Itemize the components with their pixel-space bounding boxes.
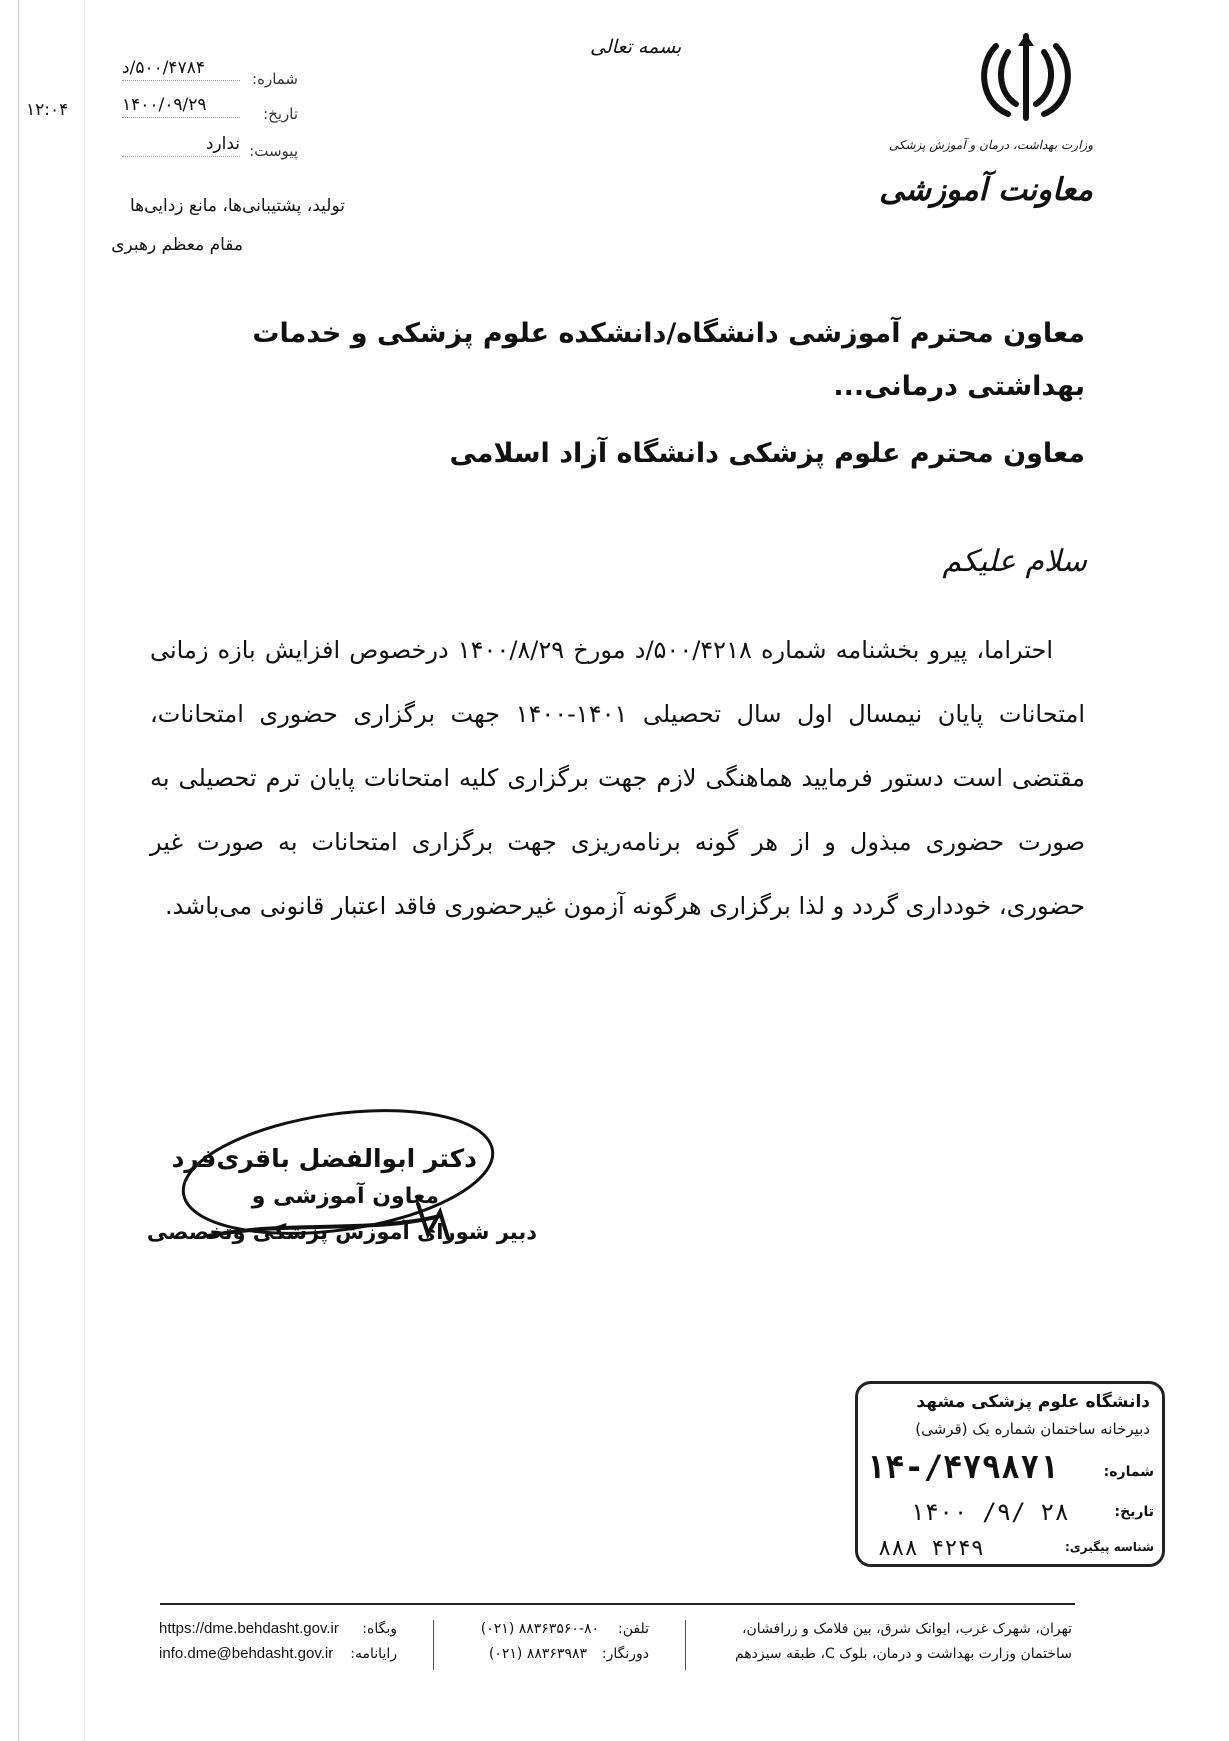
signatory-title: دبیر شورای آموزش پزشکی وتخصصی — [146, 1220, 537, 1244]
footer-separator — [433, 1620, 434, 1670]
stamp-university: دانشگاه علوم پزشکی مشهد — [916, 1392, 1150, 1412]
attachment-label: پیوست: — [249, 142, 298, 160]
bismillah: بسمه تعالی — [590, 36, 682, 58]
footer-separator — [685, 1620, 686, 1670]
signatory-name: دکتر ابوالفضل باقری‌فرد — [171, 1144, 477, 1173]
stamp-number: ۱۴-/۴۷۹۸۷۱ — [866, 1448, 1059, 1486]
scan-edge — [18, 0, 19, 1741]
slogan: تولید، پشتیبانی‌ها، مانع زدایی‌ها — [129, 196, 345, 216]
letter-date: ۱۴۰۰/۰۹/۲۹ — [122, 95, 240, 118]
stamp-number-label: شماره: — [1103, 1464, 1154, 1480]
signatory-role: معاون آموزشی و — [251, 1184, 439, 1209]
stamp-office: دبیرخانه ساختمان شماره یک (قرشی) — [915, 1420, 1150, 1438]
phone-label: تلفن: — [618, 1621, 649, 1637]
ministry-name: وزارت بهداشت، درمان و آموزش پزشکی — [888, 138, 1093, 152]
attachment-value: ندارد — [122, 134, 240, 157]
slogan-source: مقام معظم رهبری — [111, 235, 243, 255]
stamp-date: ۱۴۰۰ /۹/ ۲۸ — [910, 1498, 1069, 1526]
office-name: معاونت آموزشی — [879, 172, 1093, 208]
letter-number: ۵۰۰/۴۷۸۴/د — [122, 58, 240, 81]
addressee-1: معاون محترم آموزشی دانشگاه/دانشکده علوم پزشکی و خدمات بهداشتی درمانی... — [252, 318, 1085, 402]
website-label: وبگاه: — [362, 1621, 397, 1637]
email-link[interactable]: info.dme@behdasht.gov.ir — [159, 1645, 334, 1662]
scan-edge-inner — [84, 0, 85, 1741]
email-label: رایانامه: — [350, 1646, 397, 1662]
footer-divider — [160, 1603, 1075, 1605]
date-label: تاریخ: — [263, 105, 298, 123]
greeting: سلام علیکم — [942, 544, 1087, 579]
footer-address-1: تهران، شهرک غرب، ایوانک شرق، بین فلامک و زرافشان، — [742, 1621, 1072, 1637]
fax-label: دورنگار: — [601, 1646, 649, 1662]
addressee-2: معاون محترم علوم پزشکی دانشگاه آزاد اسلامی — [449, 438, 1085, 469]
stamp-date-label: تاریخ: — [1114, 1504, 1154, 1520]
letter-body: احتراما، پیرو بخشنامه شماره ۵۰۰/۴۲۱۸/د مورخ ۱۴۰۰/۸/۲۹ درخصوص افزایش بازه زمانی امتحانات پایان نیمسال اول سال تحصیلی ۱۴۰۱-۱۴۰۰ جهت برگزاری حضوری امتحانات، مقتضی است دستور فرمایید هماهنگی لازم جهت برگزاری کلیه امتحانات پایان ترم تحصیلی به صورت حضوری مبذول و از هر گونه برنامه‌ریزی جهت برگزاری امتحانات به صورت غیر حضوری، خودداری گردد و لذا برگزاری هرگونه آزمون غیرحضوری فاقد اعتبار قانونی می‌باشد. — [150, 636, 1086, 920]
time-note: ۱۲:۰۴ — [26, 100, 69, 120]
stamp-tracking-value: ۸۸۸ ۴۲۴۹ — [878, 1536, 984, 1561]
footer-address-2: ساختمان وزارت بهداشت و درمان، بلوک C، طبقه سیزدهم — [734, 1646, 1072, 1662]
stamp-tracking-label: شناسه پیگیری: — [1064, 1540, 1154, 1554]
number-label: شماره: — [252, 70, 298, 88]
fax-value: ۸۸۳۶۳۹۸۳ (۰۲۱) — [488, 1646, 587, 1662]
iran-emblem-icon — [978, 32, 1074, 124]
received-stamp — [855, 1381, 1165, 1567]
phone-value: ۸۸۳۶۳۵۶۰-۸۰ (۰۲۱) — [480, 1621, 599, 1637]
website-link[interactable]: https://dme.behdasht.gov.ir — [159, 1620, 339, 1637]
